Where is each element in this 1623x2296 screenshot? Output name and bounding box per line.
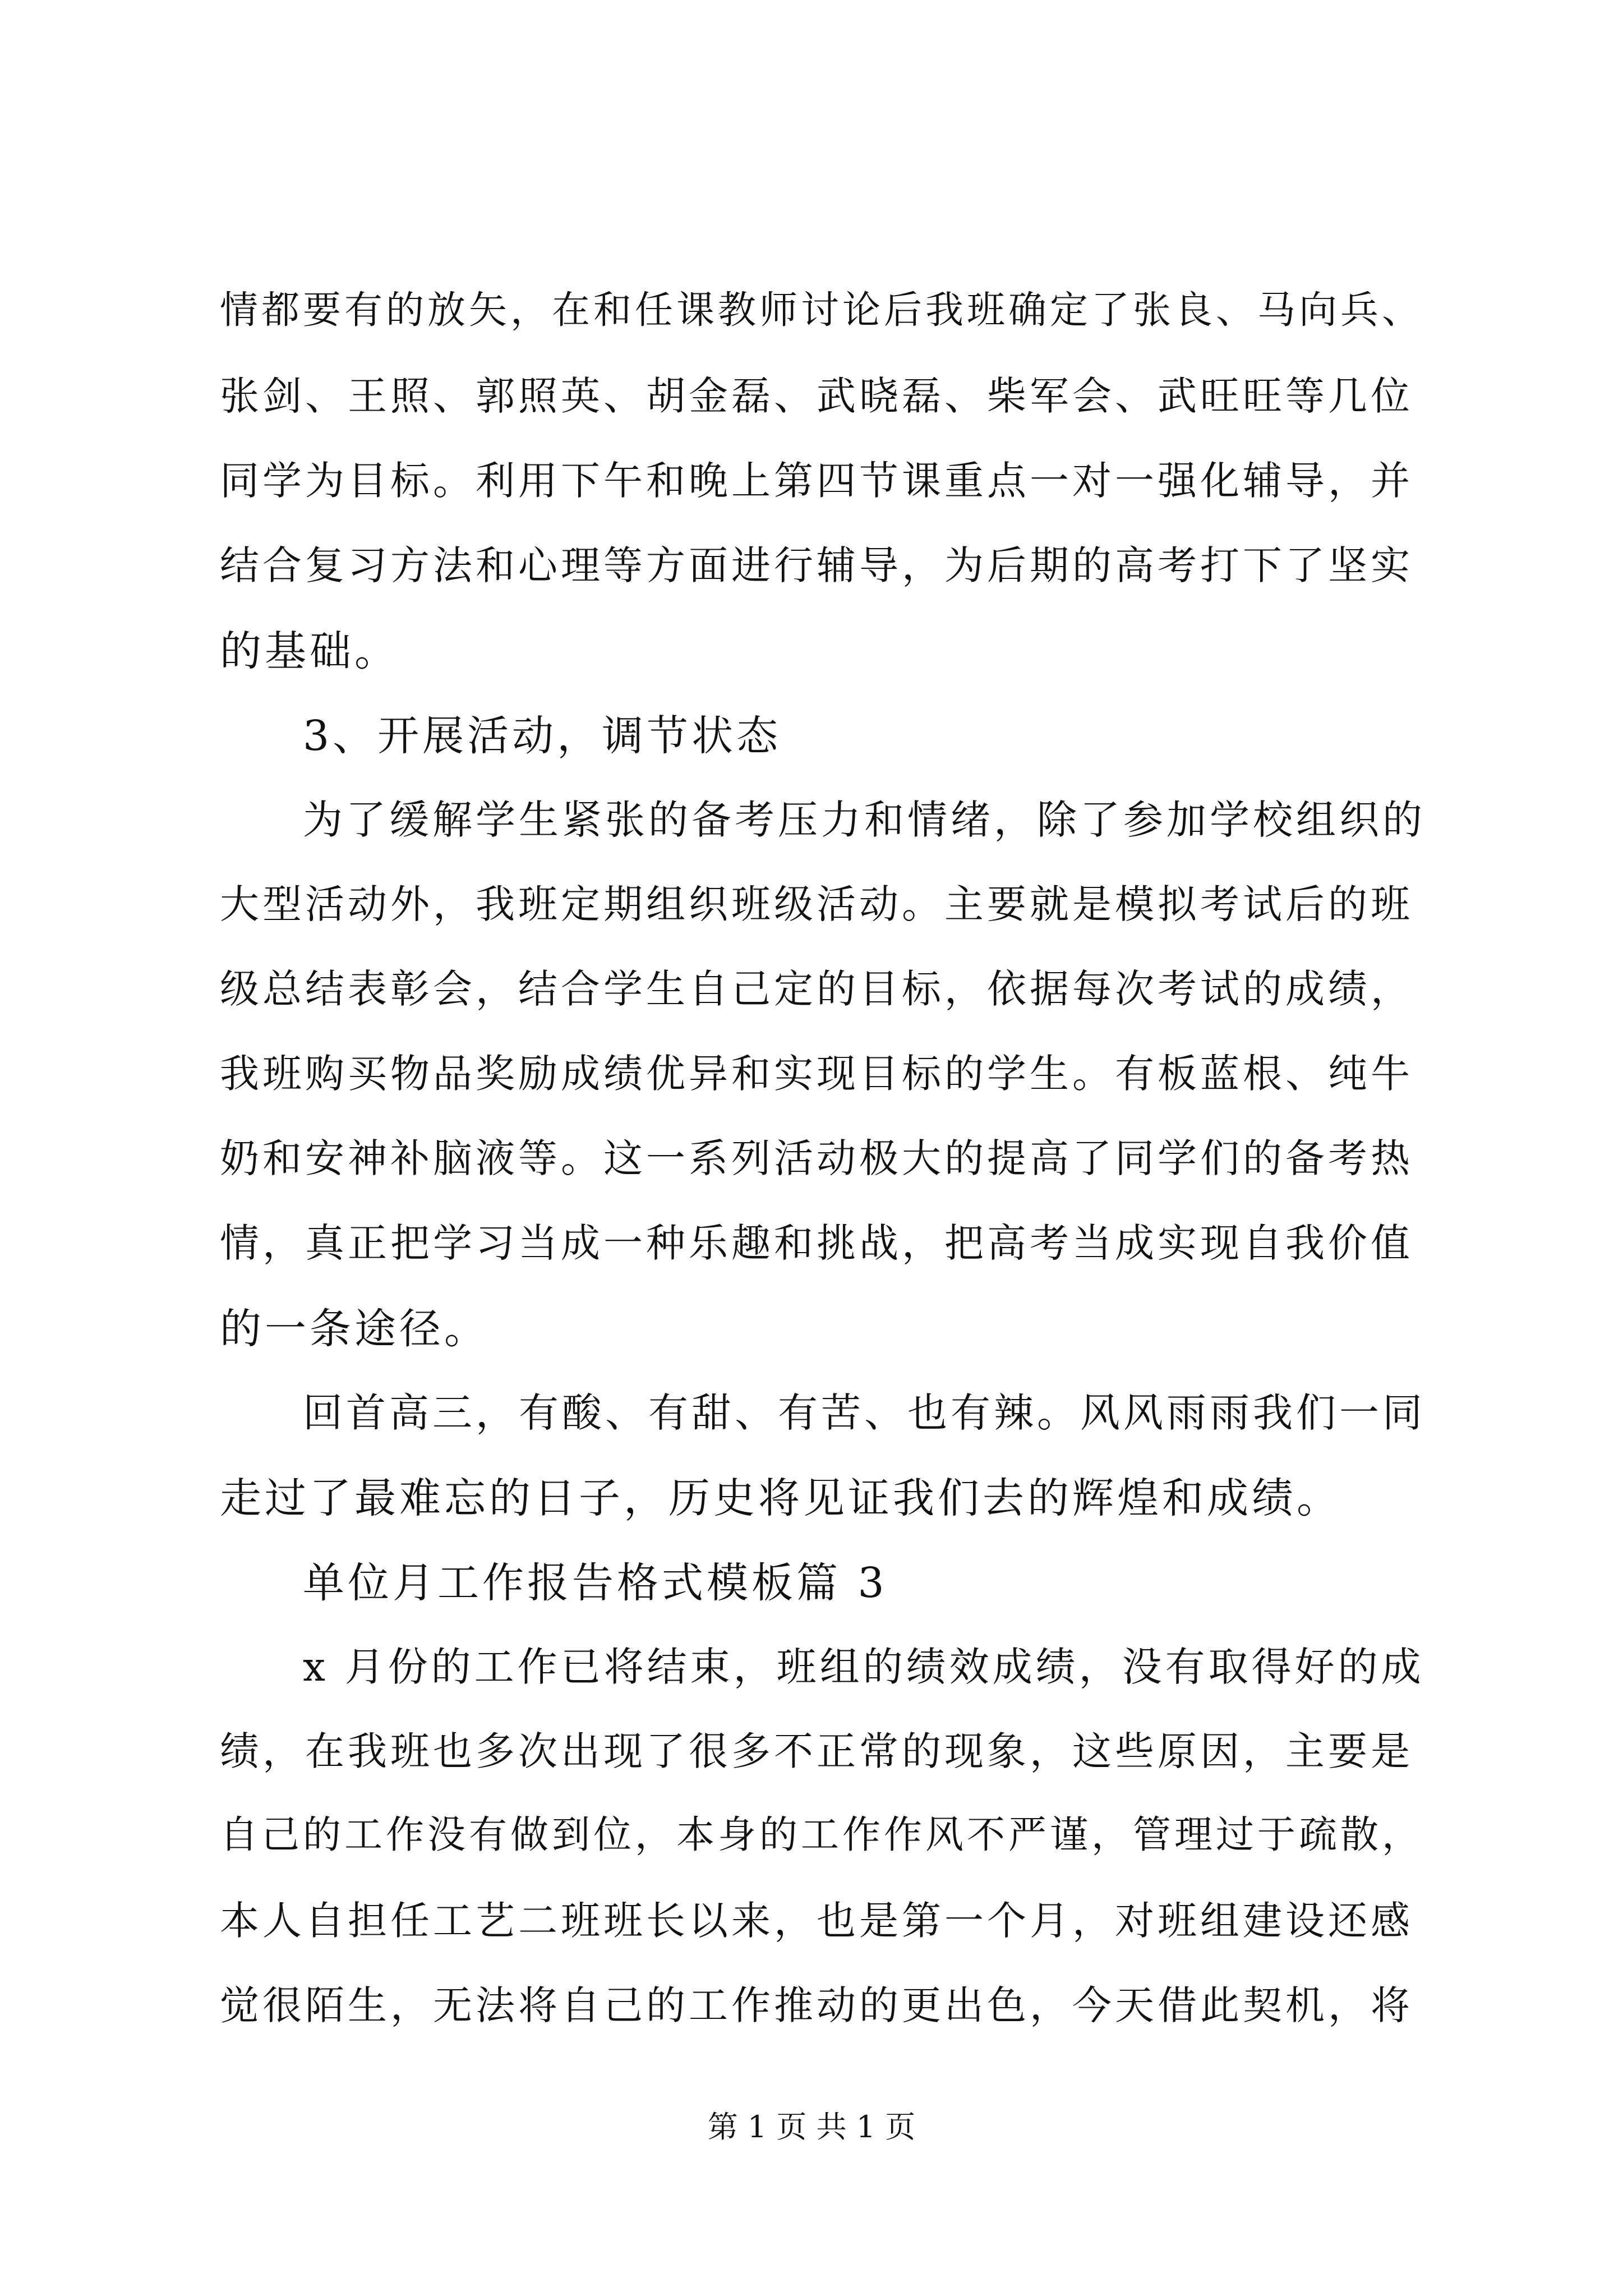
text-line: 结合复习方法和心理等方面进行辅导，为后期的高考打下了坚实 (220, 542, 1413, 588)
text-line: 奶和安神补脑液等。这一系列活动极大的提高了同学们的备考热 (220, 1135, 1413, 1181)
text-line: 级总结表彰会，结合学生自己定的目标，依据每次考试的成绩， (220, 966, 1413, 1012)
text-line: 本人自担任工艺二班班长以来，也是第一个月，对班组建设还感 (220, 1898, 1413, 1944)
text-line: 走过了最难忘的日子，历史将见证我们去的辉煌和成绩。 (220, 1474, 1341, 1522)
text-line: 的基础。 (220, 627, 399, 675)
section-heading: 3、开展活动，调节状态 (303, 712, 782, 760)
text-line: 我班购买物品奖励成绩优异和实现目标的学生。有板蓝根、纯牛 (220, 1051, 1413, 1097)
text-line: x 月份的工作已将结束，班组的绩效成绩，没有取得好的成 (303, 1644, 1424, 1690)
page-number-footer: 第 1 页 共 1 页 (707, 2109, 916, 2145)
text-line: 情都要有的放矢，在和任课教师讨论后我班确定了张良、马向兵、 (220, 288, 1424, 333)
text-line: 绩，在我班也多次出现了很多不正常的现象，这些原因，主要是 (220, 1728, 1413, 1774)
text-line: 情，真正把学习当成一种乐趣和挑战，把高考当成实现自我价值 (220, 1220, 1413, 1266)
text-line: 为了缓解学生紧张的备考压力和情绪，除了参加学校组织的 (303, 797, 1426, 843)
section-heading: 单位月工作报告格式模板篇 3 (303, 1559, 888, 1607)
text-line: 张剑、王照、郭照英、胡金磊、武晓磊、柴军会、武旺旺等几位 (220, 373, 1413, 419)
text-line: 同学为目标。利用下午和晚上第四节课重点一对一强化辅导，并 (220, 458, 1413, 504)
text-line: 自己的工作没有做到位，本身的工作作风不严谨，管理过于疏散， (220, 1813, 1424, 1857)
text-line: 的一条途径。 (220, 1305, 489, 1353)
text-line: 觉很陌生，无法将自己的工作推动的更出色，今天借此契机，将 (220, 1982, 1413, 2028)
text-line: 回首高三，有酸、有甜、有苦、也有辣。风风雨雨我们一同 (303, 1389, 1426, 1436)
text-line: 大型活动外，我班定期组织班级活动。主要就是模拟考试后的班 (220, 881, 1413, 927)
